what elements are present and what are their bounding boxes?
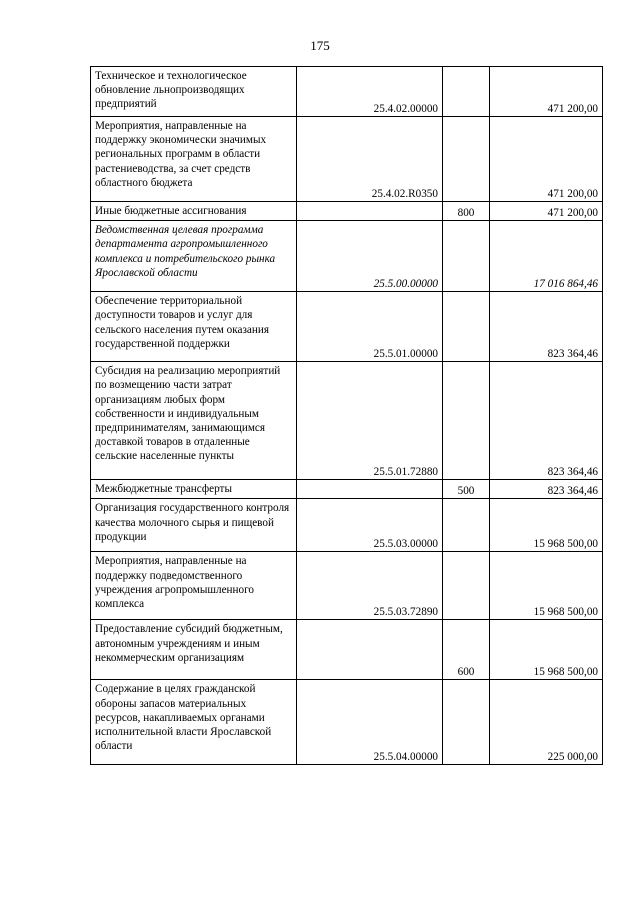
row-code: 25.5.00.00000 xyxy=(297,221,443,292)
table-row xyxy=(91,67,603,117)
row-code xyxy=(297,480,443,499)
row-type xyxy=(443,552,490,620)
row-sum: 471 200,00 xyxy=(490,117,603,202)
table-row xyxy=(91,499,603,552)
row-name: Иные бюджетные ассигнования xyxy=(91,202,297,221)
budget-table xyxy=(90,66,603,765)
row-sum: 15 968 500,00 xyxy=(490,552,603,620)
page-number: 175 xyxy=(310,38,330,53)
table-row xyxy=(91,680,603,765)
row-name: Субсидия на реализацию мероприятий по возмещению части затрат организациям любых форм собственности и индивидуальным предпринимателям, занимающимся доставкой товаров в отдаленные сельские населенные пункты xyxy=(91,362,297,480)
table-row xyxy=(91,480,603,499)
row-type xyxy=(443,67,490,117)
row-sum: 823 364,46 xyxy=(490,480,603,499)
table-row xyxy=(91,362,603,480)
row-sum: 17 016 864,46 xyxy=(490,221,603,292)
row-code: 25.5.01.72880 xyxy=(297,362,443,480)
row-sum: 225 000,00 xyxy=(490,680,603,765)
row-type: 600 xyxy=(443,620,490,680)
row-sum: 471 200,00 xyxy=(490,67,603,117)
row-code xyxy=(297,202,443,221)
row-code: 25.5.04.00000 xyxy=(297,680,443,765)
table-row xyxy=(91,292,603,362)
row-code: 25.4.02.R0350 xyxy=(297,117,443,202)
row-type xyxy=(443,499,490,552)
row-name: Межбюджетные трансферты xyxy=(91,480,297,499)
table-row xyxy=(91,202,603,221)
row-type xyxy=(443,362,490,480)
row-sum: 15 968 500,00 xyxy=(490,499,603,552)
row-name: Техническое и технологическое обновление льнопроизводящих предприятий xyxy=(91,67,297,117)
row-sum: 471 200,00 xyxy=(490,202,603,221)
row-code: 25.5.03.72890 xyxy=(297,552,443,620)
row-type: 800 xyxy=(443,202,490,221)
row-code xyxy=(297,620,443,680)
row-code: 25.4.02.00000 xyxy=(297,67,443,117)
row-name: Мероприятия, направленные на поддержку подведомственного учреждения агропромышленного комплекса xyxy=(91,552,297,620)
row-name: Ведомственная целевая программа департамента агропромышленного комплекса и потребительского рынка Ярославской области xyxy=(91,221,297,292)
row-name: Мероприятия, направленные на поддержку экономически значимых региональных программ в области растениеводства, за счет средств областного бюджета xyxy=(91,117,297,202)
table-row xyxy=(91,221,603,292)
budget-table-body xyxy=(91,67,603,765)
row-type: 500 xyxy=(443,480,490,499)
row-type xyxy=(443,680,490,765)
row-name: Организация государственного контроля качества молочного сырья и пищевой продукции xyxy=(91,499,297,552)
row-type xyxy=(443,221,490,292)
row-sum: 15 968 500,00 xyxy=(490,620,603,680)
table-row xyxy=(91,117,603,202)
row-type xyxy=(443,117,490,202)
row-sum: 823 364,46 xyxy=(490,362,603,480)
row-name: Предоставление субсидий бюджетным, автономным учреждениям и иным некоммерческим организациям xyxy=(91,620,297,680)
row-name: Обеспечение территориальной доступности товаров и услуг для сельского населения путем оказания государственной поддержки xyxy=(91,292,297,362)
table-row xyxy=(91,620,603,680)
table-row xyxy=(91,552,603,620)
row-name: Содержание в целях гражданской обороны запасов материальных ресурсов, накапливаемых органами исполнительной власти Ярославской области xyxy=(91,680,297,765)
row-code: 25.5.03.00000 xyxy=(297,499,443,552)
row-code: 25.5.01.00000 xyxy=(297,292,443,362)
row-sum: 823 364,46 xyxy=(490,292,603,362)
row-type xyxy=(443,292,490,362)
